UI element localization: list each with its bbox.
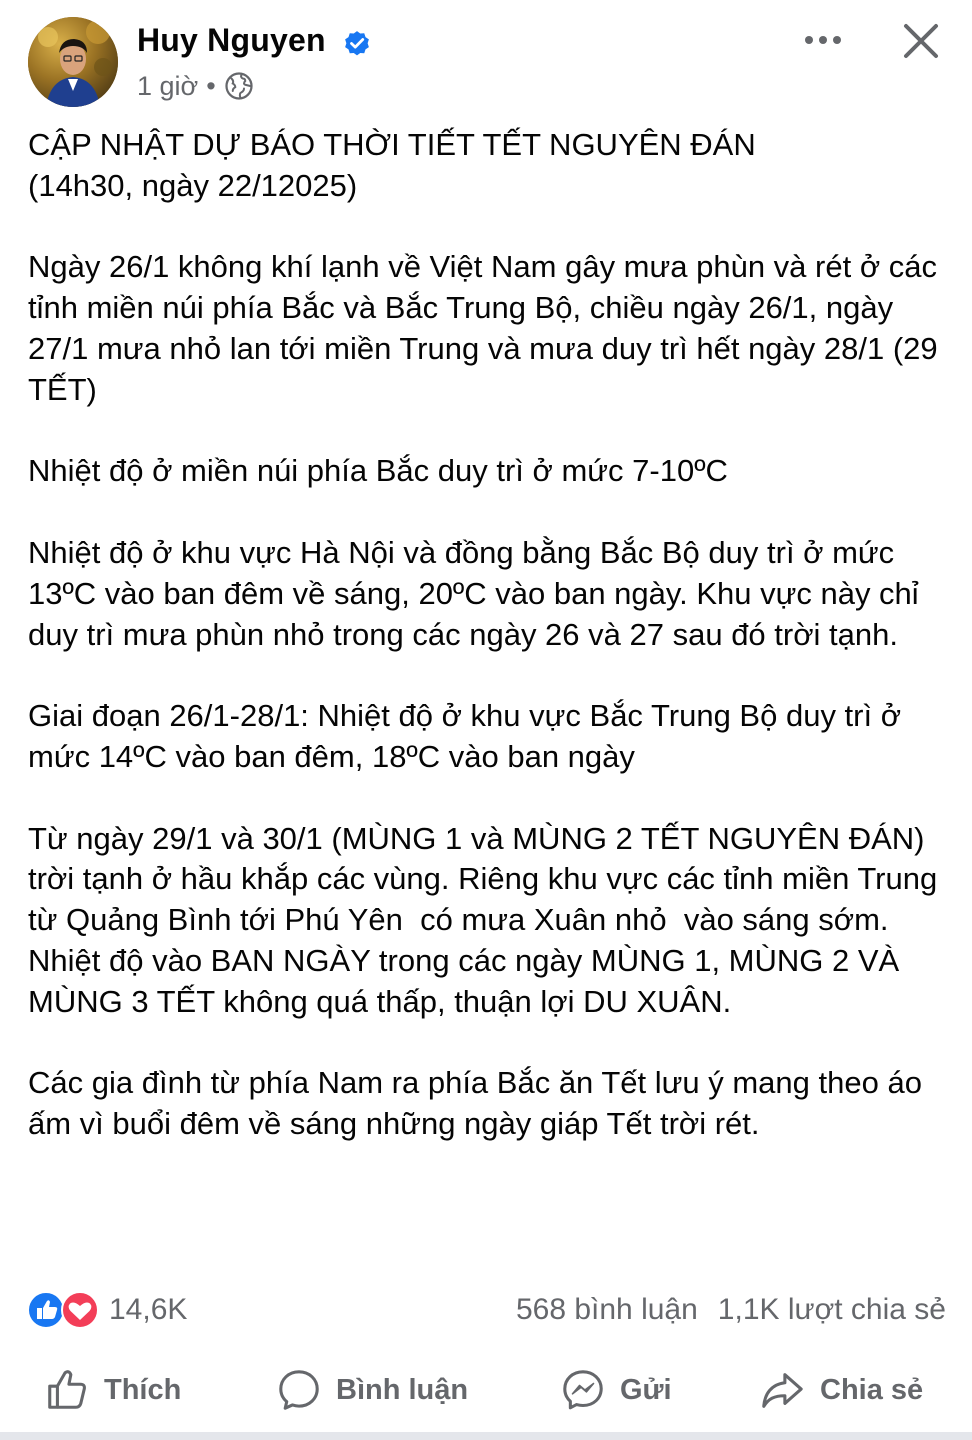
verified-badge-icon — [342, 28, 372, 58]
action-bar — [0, 1352, 972, 1428]
thumbs-up-icon — [44, 1367, 90, 1413]
post-paragraph: Nhiệt độ ở miền núi phía Bắc duy trì ở mức 7-10ºC — [28, 453, 728, 489]
reaction-count[interactable]: 14,6K — [109, 1293, 188, 1326]
post-time[interactable]: 1 giờ — [137, 70, 199, 101]
author-name[interactable]: Huy Nguyen — [137, 22, 326, 58]
reactions-summary — [26, 1286, 950, 1332]
comment-count[interactable]: 568 bình luận — [515, 1293, 698, 1326]
post-title: CẬP NHẬT DỰ BÁO THỜI TIẾT TẾT NGUYÊN ĐÁN (14h30, ngày 22/12025) — [28, 127, 756, 203]
like-label: Thích — [104, 1373, 182, 1406]
post-paragraph: Các gia đình từ phía Nam ra phía Bắc ăn Tết lưu ý mang theo áo ấm vì buổi đêm về sáng những ngày giáp Tết trời rét. — [28, 1065, 931, 1142]
like-button[interactable] — [44, 1366, 181, 1414]
share-button[interactable] — [758, 1366, 923, 1414]
comment-button[interactable] — [276, 1366, 468, 1414]
meta-separator: • — [206, 70, 216, 101]
post-paragraph: Ngày 26/1 không khí lạnh về Việt Nam gây mưa phùn và rét ở các tỉnh miền núi phía Bắc và Bắc Trung Bộ, chiều ngày 26/1, ngày 27/1 mưa nhỏ lan tới miền Trung và mưa duy trì hết ngày 28/1 (29 TẾT) — [28, 249, 946, 407]
engagement-stats — [516, 1290, 946, 1330]
close-button[interactable] — [898, 18, 944, 64]
post-text — [28, 125, 948, 1145]
comment-label: Bình luận — [336, 1373, 469, 1406]
share-arrow-icon — [758, 1367, 806, 1413]
share-label: Chia sẻ — [820, 1373, 924, 1406]
avatar[interactable] — [28, 17, 118, 107]
post-header — [0, 0, 972, 120]
send-button[interactable] — [560, 1366, 672, 1414]
more-options-button[interactable] — [800, 22, 846, 58]
globe-icon — [224, 71, 254, 101]
comment-bubble-icon — [276, 1367, 322, 1413]
love-reaction-icon — [62, 1292, 98, 1328]
post-paragraph: Giai đoạn 26/1-28/1: Nhiệt độ ở khu vực Bắc Trung Bộ duy trì ở mức 14ºC vào ban đêm, 18ºC vào ban ngày — [28, 698, 910, 774]
post-meta — [137, 68, 254, 104]
send-label: Gửi — [620, 1373, 672, 1406]
share-count[interactable]: 1,1K lượt chia sẻ — [717, 1293, 946, 1326]
like-reaction-icon — [28, 1292, 64, 1328]
post-paragraph: Nhiệt độ ở khu vực Hà Nội và đồng bằng Bắc Bộ duy trì ở mức 13ºC vào ban đêm về sáng, 20ºC vào ban ngày. Khu vực này chỉ duy trì mưa phùn nhỏ trong các ngày 26 và 27 sau đó trời tạnh. — [28, 534, 928, 652]
post-paragraph: Nhiệt độ vào BAN NGÀY trong các ngày MÙNG 1, MÙNG 2 VÀ MÙNG 3 TẾT không quá thấp, thuận lợi DU XUÂN. — [28, 942, 908, 1019]
close-icon — [898, 18, 944, 64]
more-icon — [800, 22, 846, 58]
reaction-icons[interactable] — [26, 1290, 102, 1330]
messenger-icon — [560, 1367, 606, 1413]
post-paragraph: Từ ngày 29/1 và 30/1 (MÙNG 1 và MÙNG 2 TẾT NGUYÊN ĐÁN) trời tạnh ở hầu khắp các vùng. Riêng khu vực các tỉnh miền Trung từ Quảng Bình tới Phú Yên có mưa Xuân nhỏ vào sáng sớm. — [28, 820, 946, 938]
bottom-divider — [0, 1432, 972, 1440]
